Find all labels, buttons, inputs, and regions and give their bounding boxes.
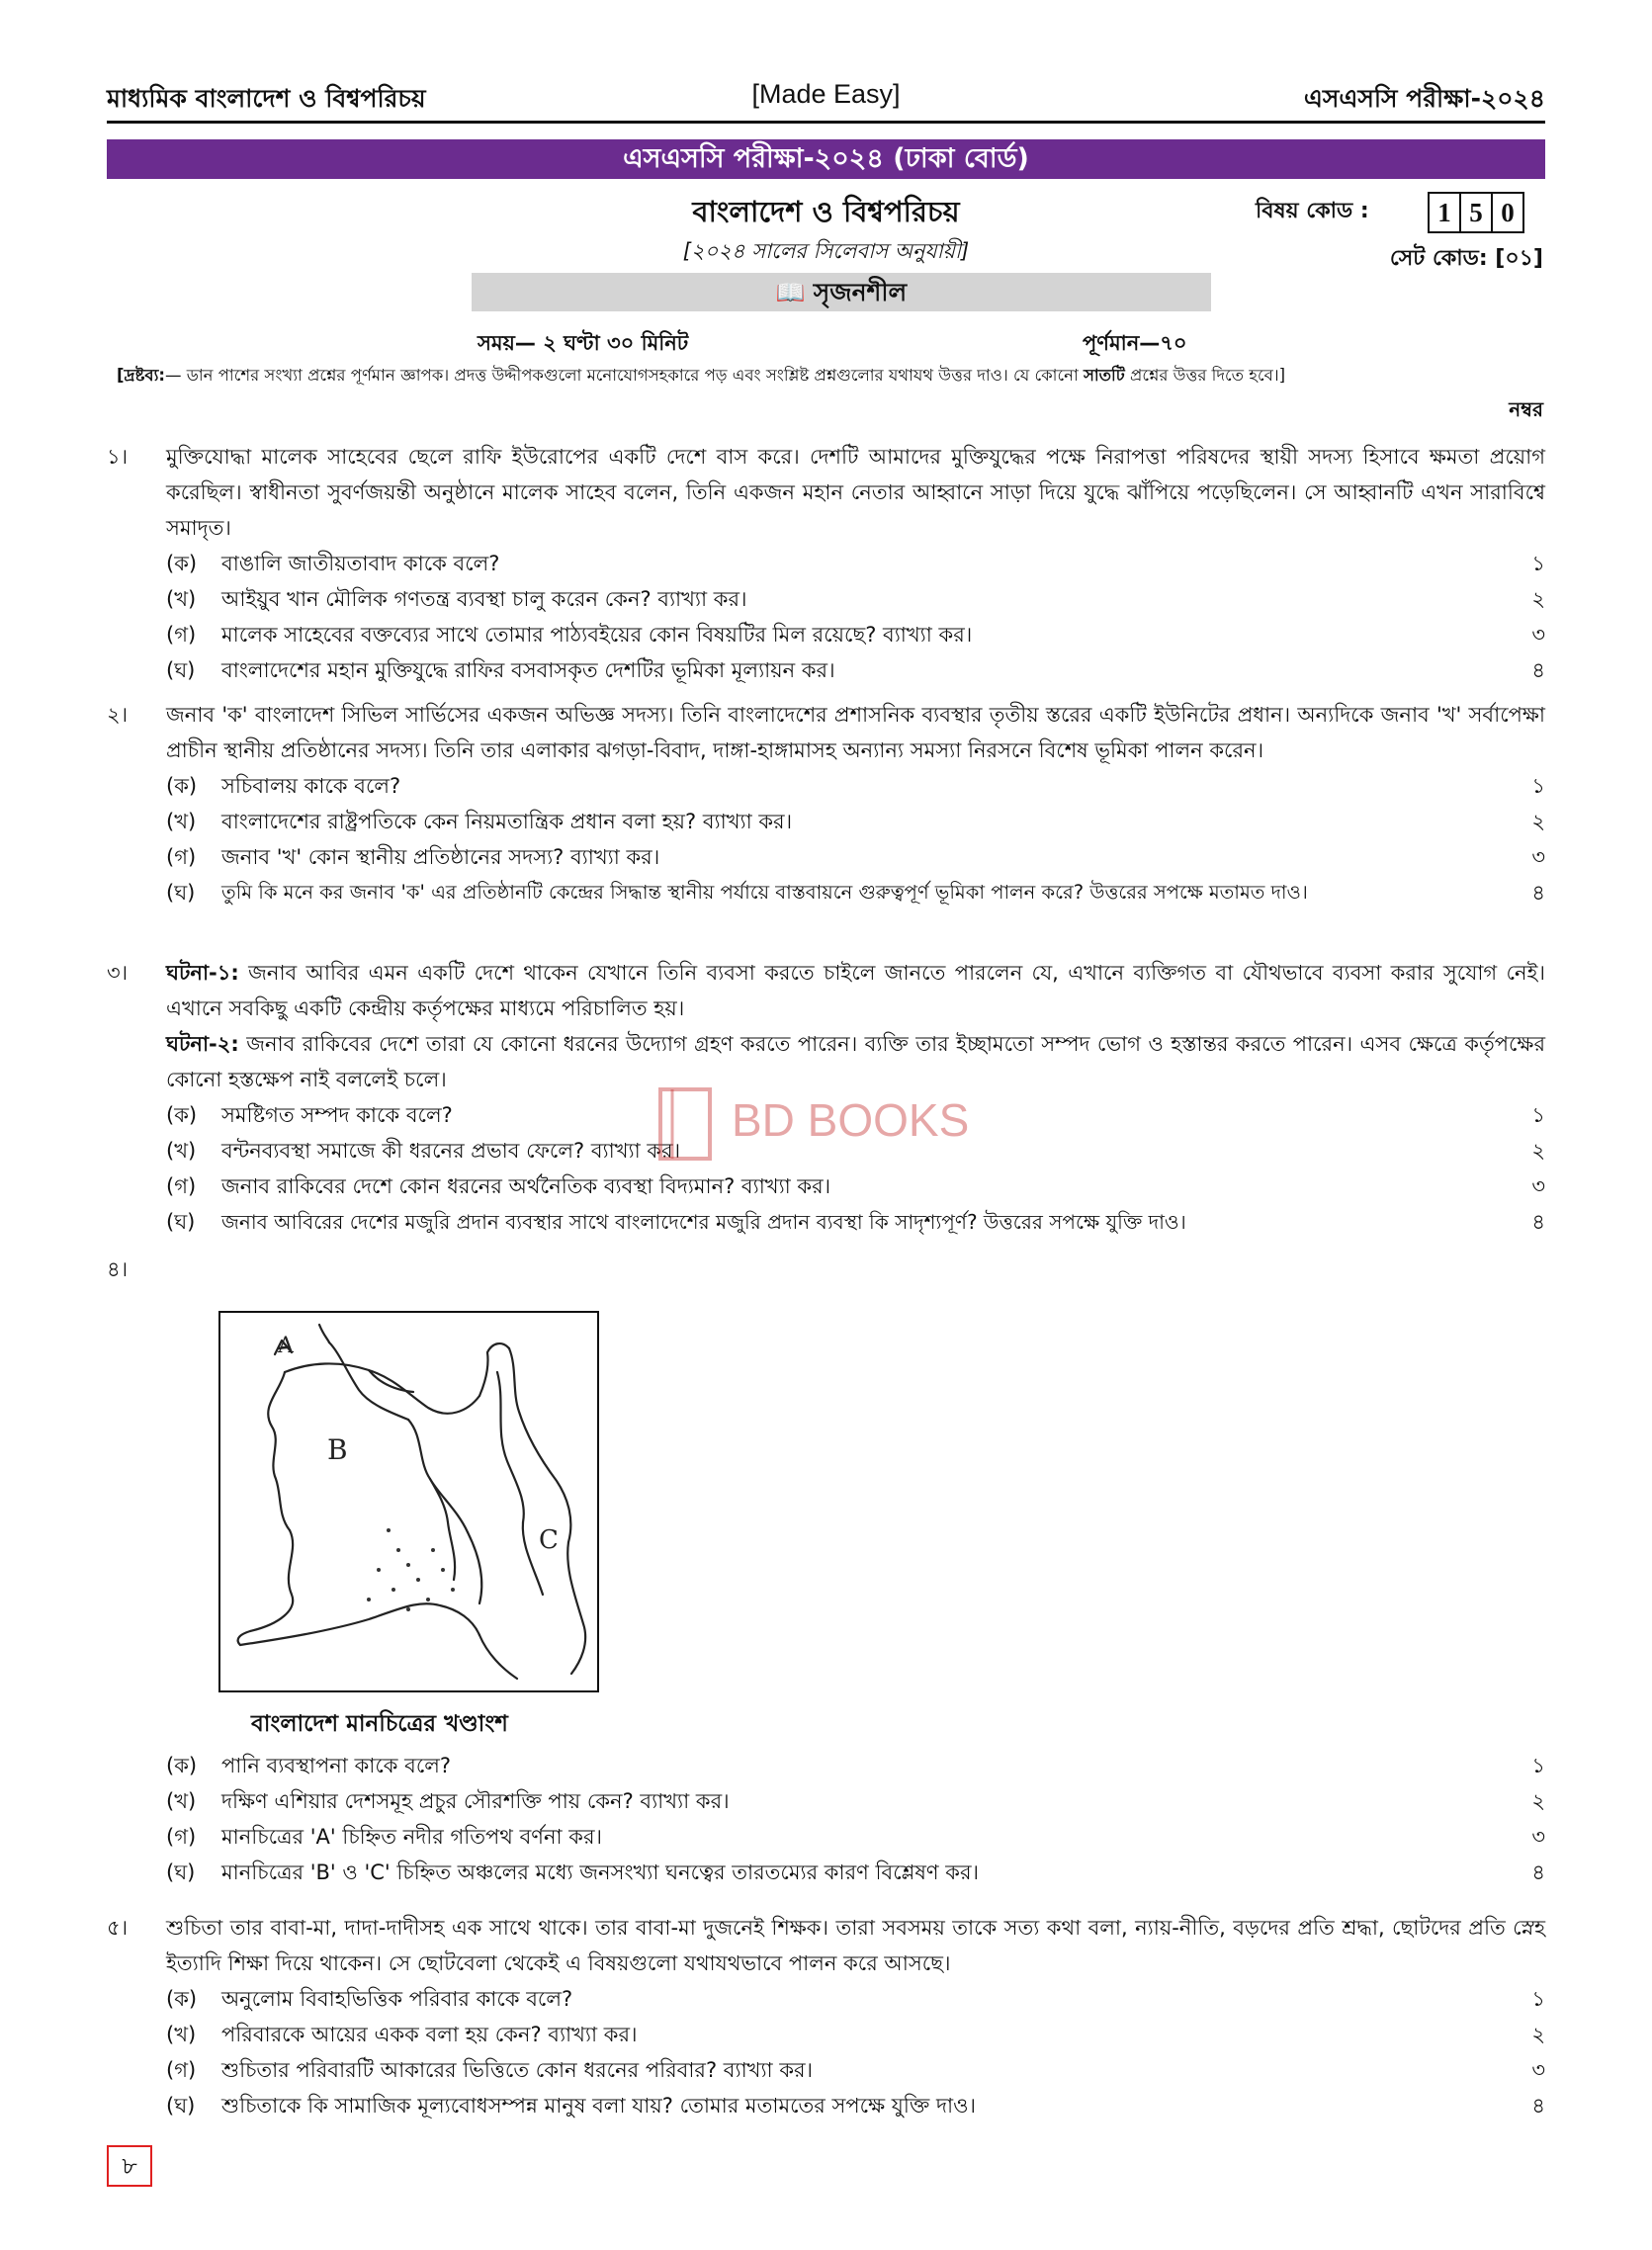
subject-code-label: বিষয় কোড : (1256, 199, 1369, 223)
running-header (107, 79, 1545, 119)
instructions-bold: সাতটি (1083, 366, 1125, 385)
sub-label: (ক) (166, 1754, 198, 1777)
question-number: ৫। (107, 1916, 129, 1940)
question-4-subquestions (107, 1748, 1545, 1890)
sub-question (166, 1855, 1545, 1890)
map-label-a: A (278, 1334, 294, 1358)
sub-marks: ৪ (1531, 2094, 1545, 2118)
instructions (117, 364, 1545, 388)
sub-text: বন্টনব্যবস্থা সমাজে কী ধরনের প্রভাব ফেলে? ব্যাখ্যা কর। (221, 1139, 681, 1163)
sub-text: মানচিত্রের 'B' ও 'C' চিহ্নিত অঞ্চলের মধ্যে জনসংখ্যা ঘনত্বের তারতম্যের কারণ বিশ্লেষণ কর। (221, 1861, 980, 1884)
sub-question (166, 839, 1545, 875)
sub-text: দক্ষিণ এশিয়ার দেশসমূহ প্রচুর সৌরশক্তি পায় কেন? ব্যাখ্যা কর। (221, 1789, 730, 1813)
sub-question (166, 652, 1545, 688)
sub-question (166, 2017, 1545, 2052)
sub-question (166, 1748, 1545, 1783)
sub-marks: ৩ (1531, 2058, 1545, 2082)
sub-label: (গ) (166, 845, 197, 869)
sub-text: জনাব রাকিবের দেশে কোন ধরনের অর্থনৈতিক ব্যবস্থা বিদ্যমান? ব্যাখ্যা কর। (221, 1174, 831, 1198)
event-text: জনাব আবির এমন একটি দেশে থাকেন যেখানে তিনি ব্যবসা করতে চাইলে জানতে পারলেন যে, এখানে ব্যক্তিগত বা যৌথভাবে ব্যবসা করার সুযোগ নেই। এখানে সবকিছু একটি কেন্দ্রীয় কর্তৃপক্ষের মাধ্যমে পরিচালিত হয়। (166, 961, 1545, 1020)
map-label-b: B (327, 1433, 348, 1466)
sub-marks: ২ (1531, 2023, 1545, 2046)
instructions-label: [দ্রষ্টব্য: (117, 366, 165, 385)
sub-text: জনাব আবিরের দেশের মজুরি প্রদান ব্যবস্থার সাথে বাংলাদেশের মজুরি প্রদান ব্যবস্থা কি সাদৃশ্যপূর্ণ? উত্তরের সপক্ষে যুক্তি দাও। (221, 1210, 1186, 1234)
subject-code-digit: 0 (1491, 192, 1524, 233)
exam-banner: এসএসসি পরীক্ষা-২০২৪ (ঢাকা বোর্ড) (107, 139, 1545, 179)
sub-label: (ক) (166, 774, 198, 798)
sub-label: (খ) (166, 587, 197, 611)
sub-question (166, 2052, 1545, 2088)
sub-text: পরিবারকে আয়ের একক বলা হয় কেন? ব্যাখ্যা কর। (221, 2023, 638, 2046)
open-book-icon: 📖 (775, 279, 806, 306)
sub-label: (ঘ) (166, 881, 196, 905)
sub-text: বাংলাদেশের মহান মুক্তিযুদ্ধে রাফির বসবাসকৃত দেশটির ভূমিকা মূল্যায়ন কর। (221, 658, 835, 682)
sub-marks: ৪ (1531, 658, 1545, 682)
full-marks: পূর্ণমান—৭০ (1083, 331, 1187, 355)
question-5 (107, 1910, 1545, 2123)
sub-label: (খ) (166, 810, 197, 833)
sub-marks: ২ (1531, 587, 1545, 611)
question-number: ৩। (107, 961, 129, 985)
sub-question (166, 1783, 1545, 1819)
subject-title: বাংলাদেশ ও বিশ্বপরিচয় (692, 195, 960, 228)
subject-code-digit: 5 (1459, 192, 1493, 233)
sub-question (166, 2088, 1545, 2123)
sub-marks: ১ (1531, 1987, 1545, 2011)
section-title: সৃজনশীল (813, 278, 908, 306)
question-stem: মুক্তিযোদ্ধা মালেক সাহেবের ছেলে রাফি ইউরোপের একটি দেশে বাস করে। দেশটি আমাদের মুক্তিযুদ্ধের পক্ষে নিরাপত্তা পরিষদের স্থায়ী সদস্য হিসাবে ক্ষমতা প্রয়োগ করেছিল। স্বাধীনতা সুবর্ণজয়ন্তী অনুষ্ঠানে মালেক সাহেব বলেন, তিনি একজন মহান নেতার আহ্বানে সাড়া দিয়ে যুদ্ধে ঝাঁপিয়ে পড়েছিলেন। সে আহ্বানটি এখন সারাবিশ্বে সমাদৃত। (166, 445, 1545, 540)
sub-question (166, 875, 1545, 910)
header-rule (107, 121, 1545, 124)
sub-label: (ঘ) (166, 658, 196, 682)
instructions-text-end: প্রশ্নের উত্তর দিতে হবে।] (1130, 366, 1286, 385)
sub-text: বাংলাদেশের রাষ্ট্রপতিকে কেন নিয়মতান্ত্রিক প্রধান বলা হয়? ব্যাখ্যা কর। (221, 810, 793, 833)
sub-text: বাঙালি জাতীয়তাবাদ কাকে বলে? (221, 552, 500, 575)
sub-marks: ১ (1531, 552, 1545, 575)
sub-label: (গ) (166, 1825, 197, 1849)
sub-text: পানি ব্যবস্থাপনা কাকে বলে? (221, 1754, 452, 1777)
question-stem: শুচিতা তার বাবা-মা, দাদা-দাদীসহ এক সাথে থাকে। তার বাবা-মা দুজনেই শিক্ষক। তারা সবসময় তাকে সত্য কথা বলা, ন্যায়-নীতি, বড়দের প্রতি শ্রদ্ধা, ছোটদের প্রতি স্নেহ ইত্যাদি শিক্ষা দিয়ে থাকেন। সে ছোটবেলা থেকেই এ বিষয়গুলো যথাযথভাবে পালন করে আসছে। (166, 1916, 1545, 1975)
sub-text: মানচিত্রের 'A' চিহ্নিত নদীর গতিপথ বর্ণনা কর। (221, 1825, 603, 1849)
sub-marks: ১ (1531, 1754, 1545, 1777)
sub-marks: ৩ (1531, 845, 1545, 869)
sub-marks: ৩ (1531, 623, 1545, 647)
sub-marks: ২ (1531, 1789, 1545, 1813)
sub-label: (খ) (166, 1789, 197, 1813)
exam-time: সময়— ২ ঘণ্টা ৩০ মিনিট (478, 331, 689, 355)
bangladesh-map-fragment (218, 1311, 599, 1692)
event-label: ঘটনা-২: (166, 1032, 239, 1056)
sub-marks: ৪ (1531, 1210, 1545, 1234)
sub-label: (ক) (166, 552, 198, 575)
instructions-text: — ডান পাশের সংখ্যা প্রশ্নের পূর্ণমান জ্ঞাপক। প্রদত্ত উদ্দীপকগুলো মনোযোগসহকারে পড় এবং সংশ্লিষ্ট প্রশ্নগুলোর যথাযথ উত্তর দাও। যে কোনো (164, 366, 1079, 385)
sub-marks: ৩ (1531, 1825, 1545, 1849)
sub-label: (খ) (166, 2023, 197, 2046)
sub-question (166, 1981, 1545, 2017)
sub-label: (গ) (166, 1174, 197, 1198)
sub-label: (গ) (166, 2058, 197, 2082)
sub-text: জনাব 'খ' কোন স্থানীয় প্রতিষ্ঠানের সদস্য? ব্যাখ্যা কর। (221, 845, 660, 869)
question-2 (107, 697, 1545, 910)
sub-marks: ২ (1531, 1139, 1545, 1163)
sub-question (166, 581, 1545, 617)
question-number: ২। (107, 703, 129, 727)
sub-question (166, 1168, 1545, 1204)
bd-books-watermark (652, 1080, 979, 1168)
sub-label: (ক) (166, 1103, 198, 1127)
sub-question (166, 1204, 1545, 1240)
question-stem-event-1 (166, 955, 1545, 1026)
sub-text: অনুলোম বিবাহভিত্তিক পরিবার কাকে বলে? (221, 1987, 573, 2011)
sub-label: (ঘ) (166, 1861, 196, 1884)
sub-question (166, 546, 1545, 581)
sub-label: (ক) (166, 1987, 198, 2011)
question-1 (107, 439, 1545, 688)
question-stem: জনাব 'ক' বাংলাদেশ সিভিল সার্ভিসের একজন অভিজ্ঞ সদস্য। তিনি বাংলাদেশের প্রশাসনিক ব্যবস্থার তৃতীয় স্তরের একটি ইউনিটের প্রধান। অন্যদিকে জনাব 'খ' সর্বাপেক্ষা প্রাচীন স্থানীয় প্রতিষ্ঠানের সদস্য। তিনি তার এলাকার ঝগড়া-বিবাদ, দাঙ্গা-হাঙ্গামাসহ অন্যান্য সমস্যা নিরসনে বিশেষ ভূমিকা পালন করেন। (166, 703, 1545, 762)
section-title-bar (472, 273, 1211, 311)
watermark-text: BD BOOKS (732, 1094, 970, 1146)
sub-marks: ৪ (1531, 1861, 1545, 1884)
marks-column-header: নম্বর (1509, 397, 1543, 421)
map-sketch (220, 1313, 597, 1690)
sub-label: (খ) (166, 1139, 197, 1163)
event-text: জনাব রাকিবের দেশে তারা যে কোনো ধরনের উদ্যোগ গ্রহণ করতে পারেন। ব্যক্তি তার ইচ্ছামতো সম্পদ ভোগ ও হস্তান্তর করতে পারেন। এসব ক্ষেত্রে কর্তৃপক্ষের কোনো হস্তক্ষেপ নাই বললেই চলে। (166, 1032, 1545, 1091)
question-number: ৪। (107, 1257, 129, 1281)
sub-marks: ১ (1531, 1103, 1545, 1127)
sub-marks: ১ (1531, 774, 1545, 798)
syllabus-note: [২০২৪ সালের সিলেবাস অনুযায়ী] (682, 239, 970, 263)
sub-marks: ২ (1531, 810, 1545, 833)
page-number: ৮ (107, 2145, 152, 2187)
subject-code-digit: 1 (1428, 192, 1461, 233)
sub-marks: ৩ (1531, 1174, 1545, 1198)
sub-label: (গ) (166, 623, 197, 647)
question-number: ১। (107, 445, 129, 469)
sub-question (166, 1819, 1545, 1855)
sub-marks: ৪ (1531, 881, 1545, 905)
set-code: সেট কোড: [০১] (1389, 246, 1543, 271)
map-caption: বাংলাদেশ মানচিত্রের খণ্ডাংশ (251, 1711, 508, 1737)
sub-question (166, 617, 1545, 652)
sub-text: সচিবালয় কাকে বলে? (221, 774, 401, 798)
subject-code-boxes (1430, 192, 1524, 233)
book-logo-icon (652, 1080, 722, 1168)
sub-question (166, 804, 1545, 839)
header-book-title: মাধ্যমিক বাংলাদেশ ও বিশ্বপরিচয় (107, 84, 426, 113)
header-exam: এসএসসি পরীক্ষা-২০২৪ (1303, 84, 1545, 113)
sub-question (166, 768, 1545, 804)
sub-label: (ঘ) (166, 1210, 196, 1234)
sub-text: সমষ্টিগত সম্পদ কাকে বলে? (221, 1103, 453, 1127)
map-label-c: C (539, 1525, 559, 1555)
event-label: ঘটনা-১: (166, 961, 239, 985)
sub-text: শুচিতার পরিবারটি আকারের ভিত্তিতে কোন ধরনের পরিবার? ব্যাখ্যা কর। (221, 2058, 814, 2082)
sub-text: আইয়ুব খান মৌলিক গণতন্ত্র ব্যবস্থা চালু করেন কেন? ব্যাখ্যা কর। (221, 587, 747, 611)
sub-text: মালেক সাহেবের বক্তব্যের সাথে তোমার পাঠ্যবইয়ের কোন বিষয়টির মিল রয়েছে? ব্যাখ্যা কর। (221, 623, 973, 647)
sub-text: শুচিতাকে কি সামাজিক মূল্যবোধসম্পন্ন মানুষ বলা যায়? তোমার মতামতের সপক্ষে যুক্তি দাও। (221, 2094, 977, 2118)
sub-text: তুমি কি মনে কর জনাব 'ক' এর প্রতিষ্ঠানটি কেন্দ্রের সিদ্ধান্ত স্থানীয় পর্যায়ে বাস্তবায়নে গুরুত্বপূর্ণ ভূমিকা পালন করে? উত্তরের সপক্ষে মতামত দাও। (221, 881, 1308, 904)
header-series: [Made Easy] (751, 79, 901, 109)
sub-label: (ঘ) (166, 2094, 196, 2118)
